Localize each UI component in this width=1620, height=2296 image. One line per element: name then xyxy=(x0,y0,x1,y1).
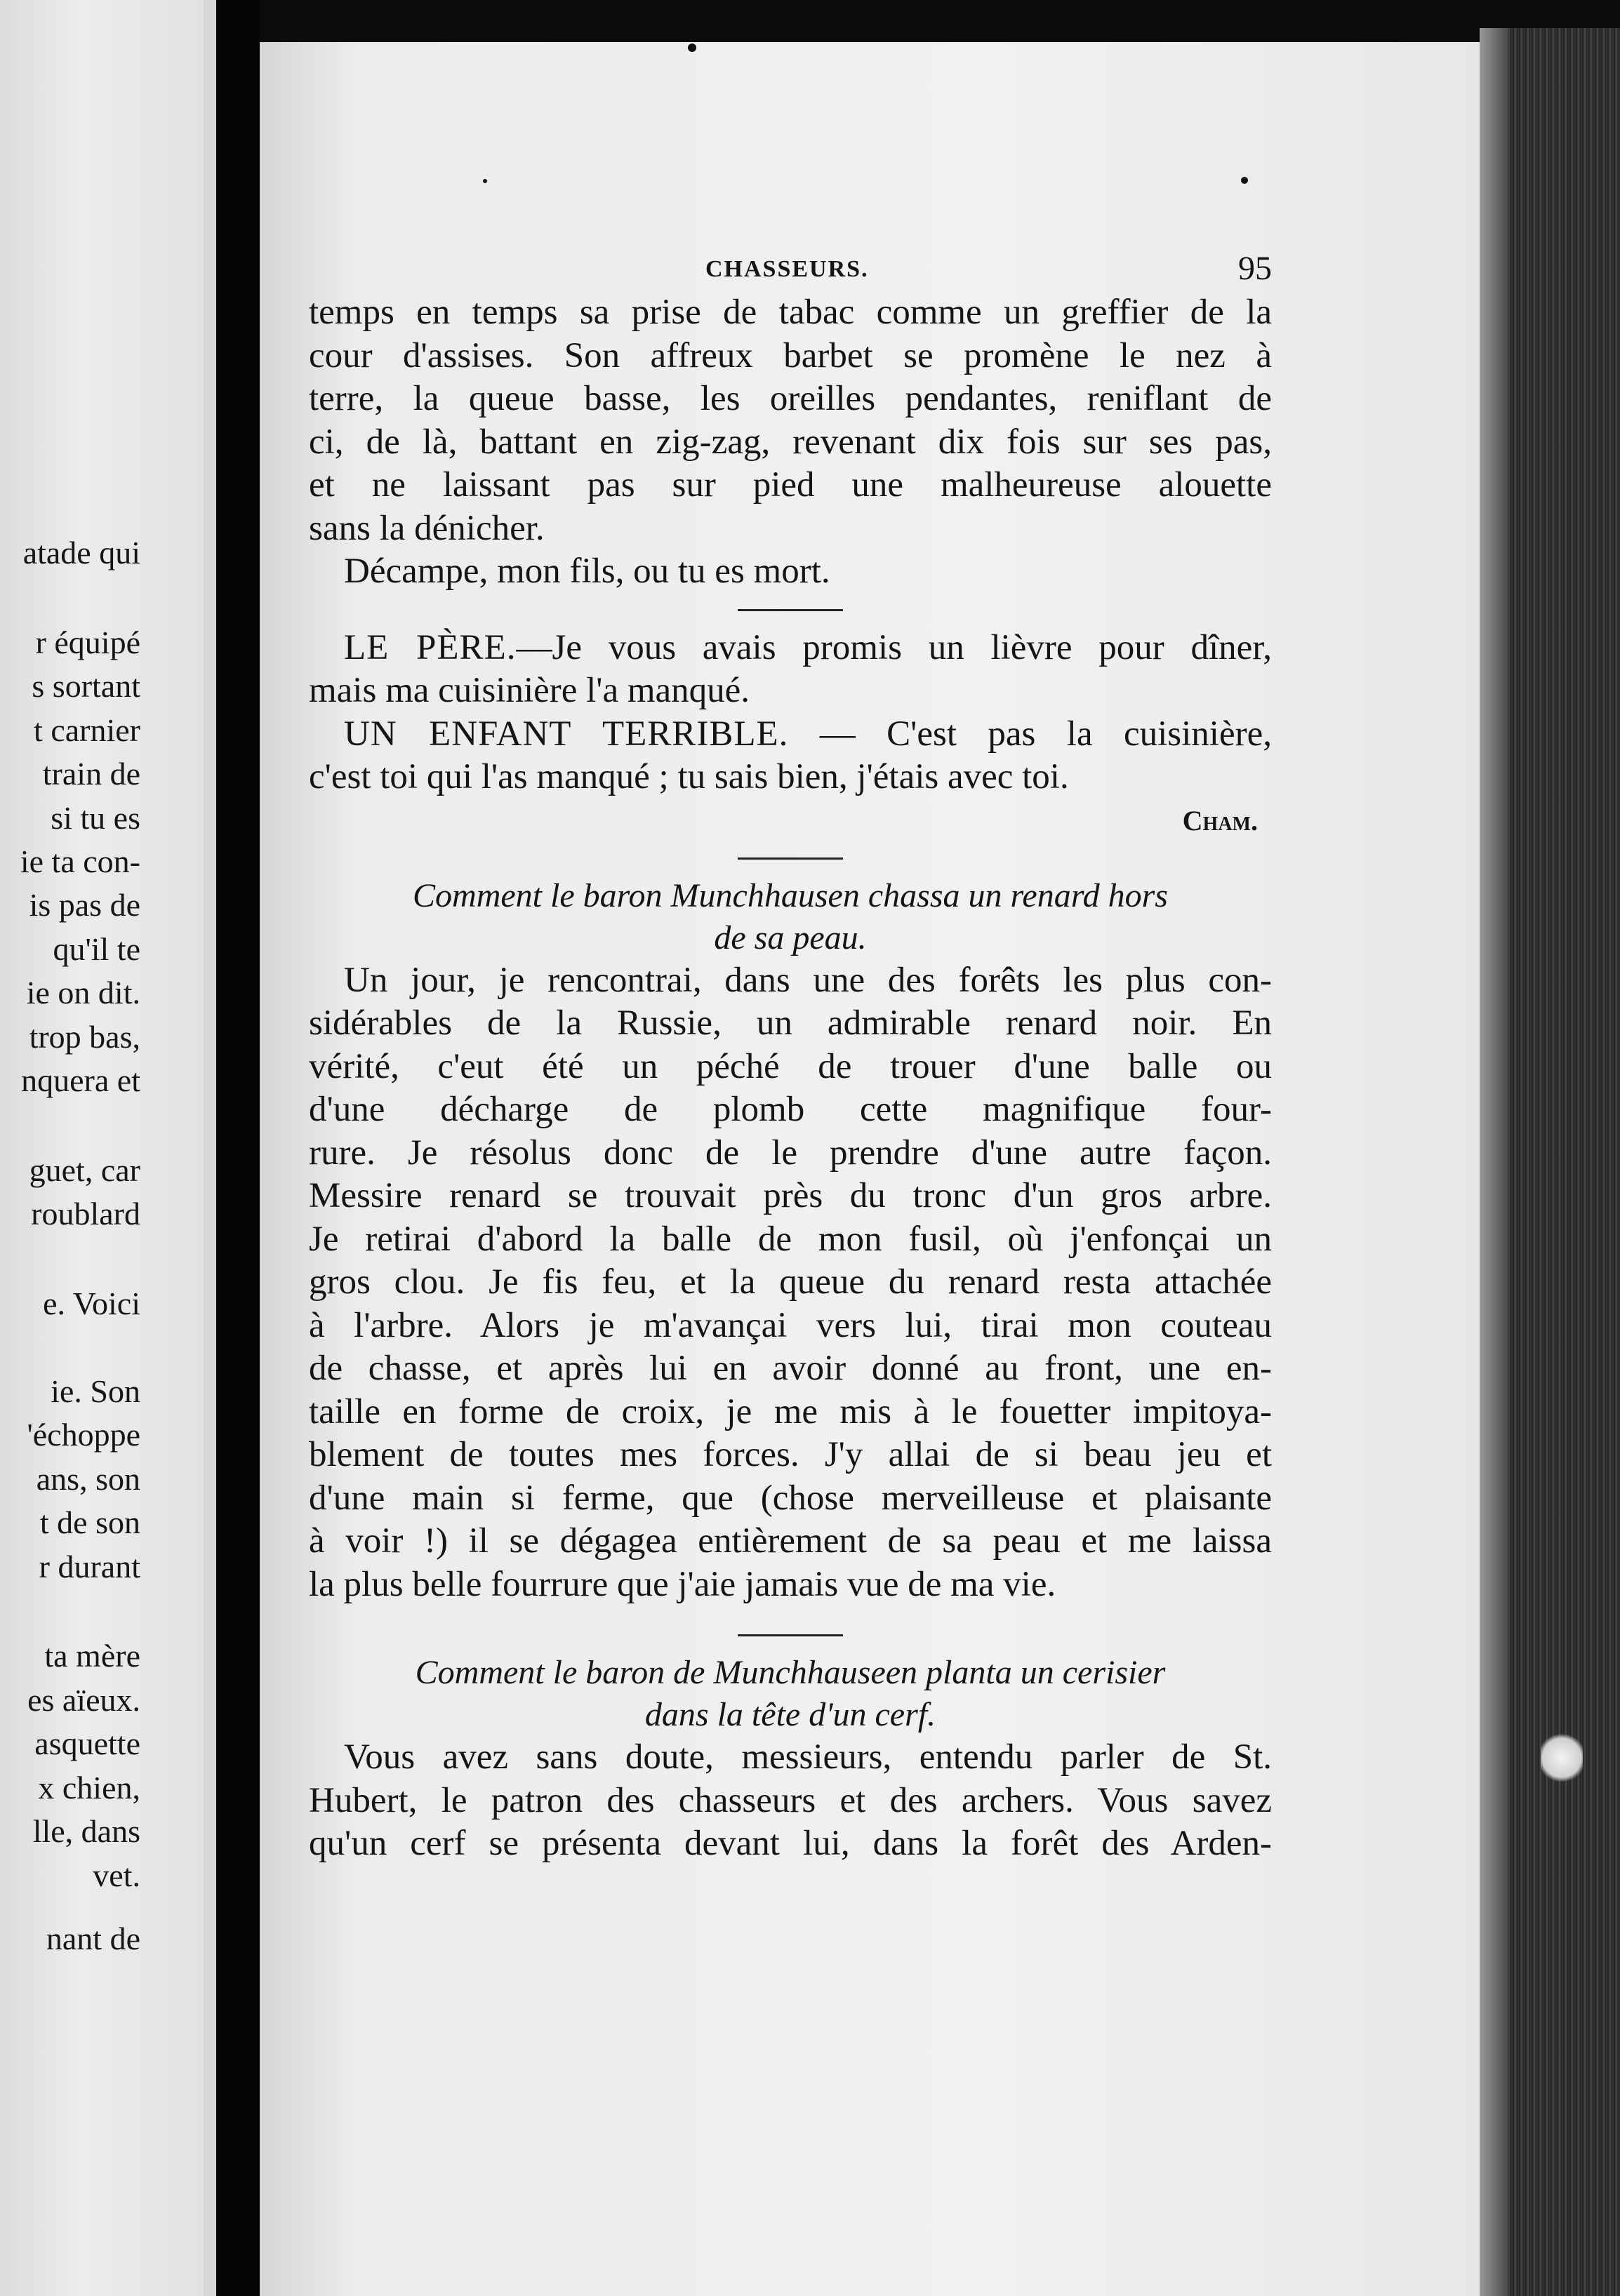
left-page-line: is pas de xyxy=(29,887,140,923)
book-gutter xyxy=(216,0,260,2296)
left-page-line: asquette xyxy=(34,1726,140,1761)
left-page-line: ie ta con- xyxy=(20,843,140,879)
ink-speck xyxy=(1241,177,1248,184)
speaker-label: LE PÈRE. xyxy=(344,627,517,667)
left-page-line: t de son xyxy=(39,1504,140,1540)
speaker-label: UN ENFANT TERRIBLE. xyxy=(344,714,789,754)
section-title: Comment le baron de Munchhauseen planta un cerisier xyxy=(415,1654,1166,1691)
text-line: sidérables de la Russie, un admirable renard noir. En xyxy=(309,1003,1272,1043)
left-page-line: atade qui xyxy=(22,535,140,570)
left-page-line: si tu es xyxy=(51,800,140,836)
section-cerf xyxy=(309,1652,1272,1866)
text-line: Je retirai d'abord la balle de mon fusil, où j'enfonçai un xyxy=(309,1219,1272,1259)
dialogue-text: — C'est pas la cuisinière, xyxy=(788,714,1272,754)
left-page-line: guet, car xyxy=(29,1152,140,1188)
left-page-line: nquera et xyxy=(21,1062,140,1098)
section-fox xyxy=(309,875,1272,1607)
left-page-line: s sortant xyxy=(32,668,140,704)
dialogue-line xyxy=(309,713,1272,756)
text-line: Messire renard se trouvait près du tronc d'un gros arbre. xyxy=(309,1176,1272,1215)
text-line: à l'arbre. Alors je m'avançai vers lui, tirai mon couteau xyxy=(309,1305,1272,1345)
left-page-line: t carnier xyxy=(34,712,140,748)
text-line: Hubert, le patron des chasseurs et des archers. Vous savez xyxy=(309,1780,1272,1820)
left-page-line: es aïeux. xyxy=(27,1682,140,1718)
left-page-line: trop bas, xyxy=(29,1019,140,1055)
left-page-line: 'échoppe xyxy=(27,1417,140,1453)
ink-speck xyxy=(483,179,487,183)
text-line: cour d'assises. Son affreux barbet se promène le nez à xyxy=(309,335,1272,375)
left-page-line: r équipé xyxy=(35,625,140,660)
left-page-line: qu'il te xyxy=(53,931,140,967)
text-line: blement de toutes mes forces. J'y allai de si beau jeu et xyxy=(309,1435,1272,1474)
dialogue-text: —Je vous avais promis un lièvre pour dîner, xyxy=(516,627,1272,667)
text-line: Un jour, je rencontrai, dans une des forêts les plus con- xyxy=(344,960,1272,1000)
text-line: rure. Je résolus donc de le prendre d'une autre façon. xyxy=(309,1133,1272,1173)
page-fore-edge-highlight xyxy=(1480,28,1508,2296)
ink-speck xyxy=(688,44,696,52)
text-line: à voir !) il se dégagea entièrement de sa peau et me laissa xyxy=(309,1521,1272,1561)
left-page-line: ie. Son xyxy=(51,1373,140,1409)
left-page-edge xyxy=(204,0,216,2296)
text-line: taille en forme de croix, je me mis à le fouetter impitoya- xyxy=(309,1391,1272,1431)
left-facing-page xyxy=(0,0,204,2296)
dialogue xyxy=(309,627,1272,842)
page-text xyxy=(309,249,1272,1866)
left-page-line: lle, dans xyxy=(32,1813,140,1849)
paragraph-1 xyxy=(309,291,1272,550)
text-line: terre, la queue basse, les oreilles pendantes, reniflant de xyxy=(309,379,1272,418)
left-page-line: nant de xyxy=(46,1921,140,1956)
signature: Cham. xyxy=(1182,804,1258,836)
left-page-line: ta mère xyxy=(44,1638,140,1674)
left-page-line: train de xyxy=(42,756,140,792)
dialogue-line: mais ma cuisinière l'a manqué. xyxy=(309,671,750,710)
left-page-line: e. Voici xyxy=(43,1286,140,1321)
section-title: de sa peau. xyxy=(714,919,867,956)
dialogue-line: c'est toi qui l'as manqué ; tu sais bien, j'étais avec toi. xyxy=(309,757,1069,796)
text-line: de chasse, et après lui en avoir donné au front, une en- xyxy=(309,1349,1272,1388)
left-page-line: roublard xyxy=(31,1196,140,1232)
dialogue-line xyxy=(309,627,1272,670)
paper-blemish xyxy=(1541,1733,1583,1782)
left-page-line: r durant xyxy=(39,1549,140,1584)
paragraph-2: Décampe, mon fils, ou tu es mort. xyxy=(344,552,830,591)
section-title: dans la tête d'un cerf. xyxy=(644,1696,936,1733)
page-number: 95 xyxy=(1238,250,1272,287)
text-line: d'une décharge de plomb cette magnifique four- xyxy=(309,1090,1272,1129)
text-line: d'une main si ferme, que (chose merveilleuse et plaisante xyxy=(309,1478,1272,1518)
text-line: Vous avez sans doute, messieurs, entendu parler de St. xyxy=(344,1737,1272,1777)
text-line: la plus belle fourrure que j'aie jamais vue de ma vie. xyxy=(309,1564,1056,1604)
left-page-line: vet. xyxy=(93,1857,140,1893)
running-head xyxy=(309,249,1272,291)
text-line: qu'un cerf se présenta devant lui, dans la forêt des Arden- xyxy=(309,1824,1272,1863)
text-line: sans la dénicher. xyxy=(309,508,545,548)
text-line: vérité, c'eut été un péché de trouer d'une balle ou xyxy=(309,1046,1272,1086)
text-line: temps en temps sa prise de tabac comme un greffier de la xyxy=(309,293,1272,332)
left-page-line: ie on dit. xyxy=(26,975,140,1010)
left-page-line: ans, son xyxy=(36,1461,140,1497)
text-line: gros clou. Je fis feu, et la queue du renard resta attachée xyxy=(309,1262,1272,1302)
left-page-line: x chien, xyxy=(38,1770,140,1806)
text-line: et ne laissant pas sur pied une malheureuse alouette xyxy=(309,465,1272,505)
text-line: ci, de là, battant en zig-zag, revenant dix fois sur ses pas, xyxy=(309,422,1272,462)
running-title: CHASSEURS. xyxy=(705,256,869,282)
section-title: Comment le baron Munchhausen chassa un renard hors xyxy=(413,876,1168,914)
